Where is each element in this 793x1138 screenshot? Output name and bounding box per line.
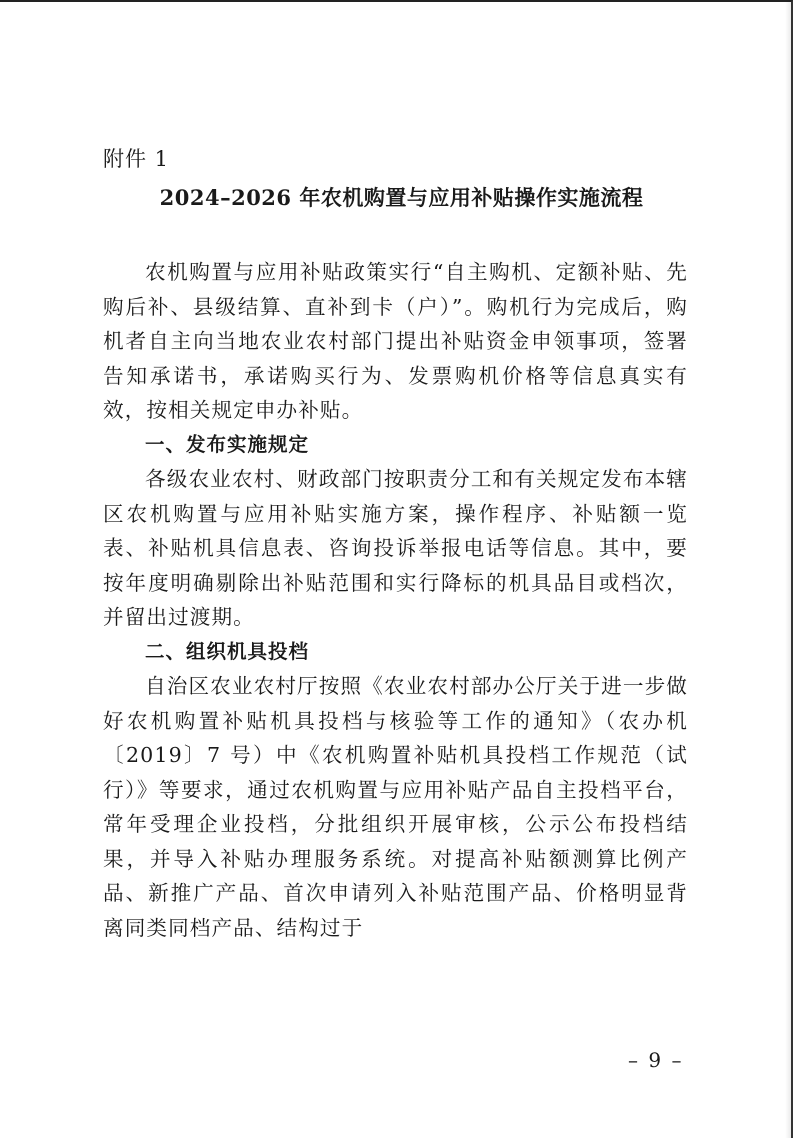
document-title: 2024–2026 年农机购置与应用补贴操作实施流程 — [159, 185, 644, 210]
section-heading-1: 一、发布实施规定 — [145, 432, 310, 456]
section-heading-2: 二、组织机具投档 — [145, 639, 310, 663]
section-2-paragraph: 自治区农业农村厅按照《农业农村部办公厅关于进一步做好农机购置补贴机具投档与核验等工作的通知》（农办机〔2019〕7 号）中《农机购置补贴机具投档工作规范（试行）》等要求，通过农机购置与应用补贴产品自主投档平台，常年受理企业投档，分批组织开展审核，公示公布投档结果，并导入补贴办理服务系统。对提高补贴额测算比例产品、新推广产品、首次申请列入补贴范围产品、价格明显背离同类同档产品、结构过于 — [103, 674, 688, 940]
page-edge-shadow — [785, 0, 791, 1138]
section-1-paragraph: 各级农业农村、财政部门按职责分工和有关规定发布本辖区农机购置与应用补贴实施方案，操作程序、补贴额一览表、补贴机具信息表、咨询投诉举报电话等信息。其中，要按年度明确剔除出补贴范围和实行降标的机具品目或档次，并留出过渡期。 — [103, 467, 688, 629]
page-number: – 9 – — [628, 1048, 684, 1072]
attachment-label: 附件 1 — [103, 147, 170, 171]
document-body — [103, 255, 688, 945]
intro-paragraph: 农机购置与应用补贴政策实行“自主购机、定额补贴、先购后补、县级结算、直补到卡（户）”。购机行为完成后，购机者自主向当地农业农村部门提出补贴资金申领事项，签署告知承诺书，承诺购买行为、发票购机价格等信息真实有效，按相关规定申办补贴。 — [103, 260, 688, 422]
